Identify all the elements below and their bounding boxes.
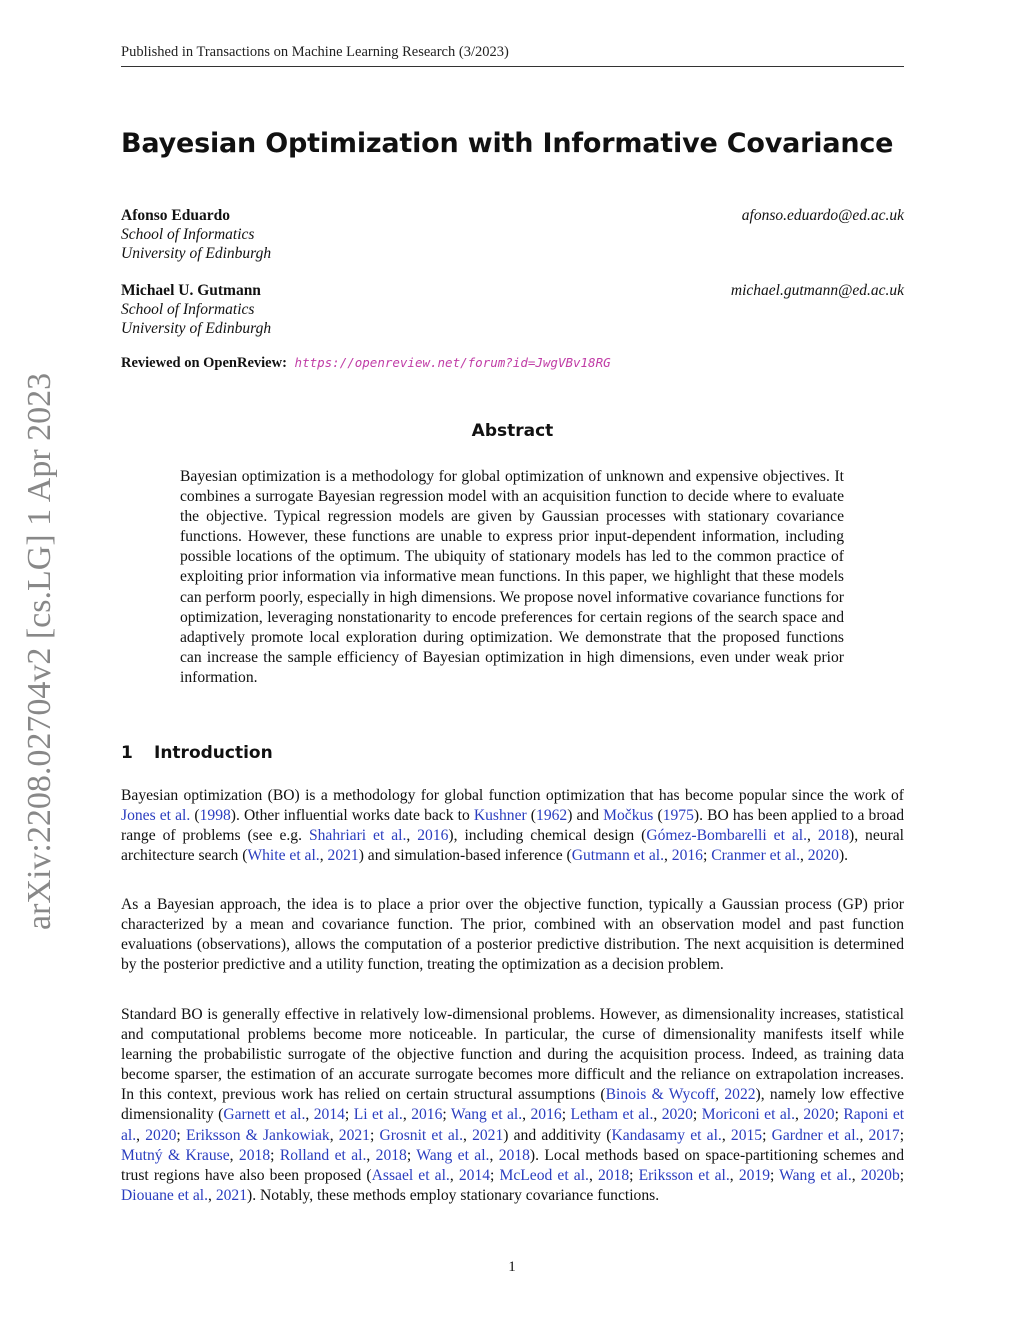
- author-affiliation: University of Edinburgh: [121, 245, 272, 262]
- paragraph-text: ;: [561, 1106, 571, 1124]
- paragraph-text: ,: [208, 1186, 216, 1204]
- paragraph-text: (: [526, 807, 537, 825]
- abstract-text: Bayesian optimization is a methodology for global optimization of unknown and expensive objectives. It combines a surrogate Bayesian regression model with an acquisition function to decide where to evaluate the objective. Typical regression models are given by Gaussian processes with stationary covariance functions. However, these functions are unable to express prior input-dependent information, including possible locations of the optimum. The ubiquity of stationary models has led to the common practice of exploiting prior information via informative mean functions. In this paper, we highlight that these models can perform poorly, especially in high dimensions. We propose novel informative covariance functions for optimization, leveraging nonstationarity to encode preferences for certain regions of the search space and adaptively promote local exploration during optimization. We demonstrate that the proposed functions can increase the sample efficiency of Bayesian optimization in high dimensions, even under weak prior information.: [180, 468, 844, 686]
- paragraph-text: ;: [899, 1166, 905, 1184]
- citation-link[interactable]: 2017: [868, 1126, 900, 1144]
- citation-link[interactable]: Grosnit et al.: [379, 1126, 463, 1144]
- citation-link[interactable]: 2016: [417, 827, 449, 845]
- author-name: Afonso Eduardo: [121, 207, 230, 224]
- paragraph-text: ,: [489, 1146, 499, 1164]
- citation-link[interactable]: Shahriari et al.: [308, 827, 407, 845]
- paragraph-text: (: [653, 807, 663, 825]
- author-block: [121, 281, 904, 338]
- paragraph-text: ,: [136, 1126, 146, 1144]
- author-email[interactable]: afonso.eduardo@ed.ac.uk: [741, 207, 904, 224]
- citation-link[interactable]: Wang et al.: [779, 1166, 852, 1184]
- paragraph-text: ,: [366, 1146, 376, 1164]
- citation-link[interactable]: Gómez-Bombarelli et al.: [646, 827, 807, 845]
- author-affiliation: University of Edinburgh: [121, 320, 272, 337]
- paragraph-text: ,: [319, 847, 328, 865]
- paragraph-text: ;: [762, 1126, 772, 1144]
- openreview-link[interactable]: https://openreview.net/forum?id=JwgVBv18RG: [294, 355, 611, 370]
- citation-link[interactable]: 2020b: [860, 1166, 900, 1184]
- paragraph-text: ,: [653, 1106, 662, 1124]
- citation-link[interactable]: 2018: [498, 1146, 530, 1164]
- citation-link[interactable]: 1962: [536, 807, 568, 825]
- paragraph-text: ;: [406, 1146, 417, 1164]
- paragraph-text: ) and: [567, 807, 604, 825]
- author-affiliation: School of Informatics: [121, 226, 255, 243]
- author-email[interactable]: michael.gutmann@ed.ac.uk: [730, 282, 904, 299]
- citation-link[interactable]: 2022: [724, 1086, 756, 1104]
- citation-link[interactable]: 2020: [803, 1106, 835, 1124]
- paragraph-text: ;: [270, 1146, 280, 1164]
- body-paragraph: [121, 895, 904, 975]
- citation-link[interactable]: McLeod et al.: [499, 1166, 589, 1184]
- author-affiliation: School of Informatics: [121, 301, 255, 318]
- citation-link[interactable]: Wang et al.: [450, 1106, 523, 1124]
- body-paragraph: [121, 1005, 904, 1206]
- citation-link[interactable]: Diouane et al.: [121, 1186, 209, 1204]
- citation-link[interactable]: 2021: [327, 847, 359, 865]
- review-line: [121, 355, 611, 372]
- citation-link[interactable]: 2020: [145, 1126, 177, 1144]
- paragraph-text: ,: [795, 1106, 804, 1124]
- paragraph-text: ). Notably, these methods employ stationary covariance functions.: [247, 1186, 660, 1204]
- paragraph-text: ,: [402, 1106, 412, 1124]
- paragraph-text: ;: [369, 1126, 380, 1144]
- paragraph-text: ,: [449, 1166, 459, 1184]
- paragraph-text: ) and additivity (: [503, 1126, 612, 1144]
- paragraph-text: ), namely low effective dimensionality (: [121, 1086, 905, 1124]
- paragraph-text: ,: [859, 1126, 869, 1144]
- citation-link[interactable]: 2021: [338, 1126, 370, 1144]
- paragraph-text: ;: [770, 1166, 780, 1184]
- arxiv-stamp: arXiv:2208.02704v2 [cs.LG] 1 Apr 2023: [21, 372, 58, 930]
- paragraph-text: ,: [799, 847, 808, 865]
- citation-link[interactable]: Letham et al.: [570, 1106, 654, 1124]
- citation-link[interactable]: Mutný & Krause: [121, 1146, 230, 1164]
- citation-link[interactable]: Jones et al.: [121, 807, 191, 825]
- citation-link[interactable]: 2016: [671, 847, 703, 865]
- citation-link[interactable]: Cranmer et al.: [711, 847, 800, 865]
- citation-link[interactable]: White et al.: [247, 847, 320, 865]
- paragraph-text: ), neural architecture search (: [121, 827, 905, 865]
- citation-link[interactable]: 2018: [597, 1166, 630, 1184]
- paragraph-text: ,: [305, 1106, 314, 1124]
- paragraph-text: ), including chemical design (: [448, 827, 647, 845]
- paper-title: Bayesian Optimization with Informative Covariance: [121, 128, 894, 159]
- citation-link[interactable]: 2018: [238, 1146, 271, 1164]
- page-number: 1: [508, 1259, 516, 1275]
- citation-link[interactable]: 2020: [807, 847, 839, 865]
- section-number: 1: [121, 743, 133, 763]
- paragraph-text: ;: [702, 847, 712, 865]
- citation-link[interactable]: 2021: [215, 1186, 248, 1204]
- citation-link[interactable]: Gutmann et al.: [571, 847, 664, 865]
- author-block: [121, 206, 904, 263]
- citation-link[interactable]: Assael et al.: [371, 1166, 450, 1184]
- citation-link[interactable]: 2014: [313, 1106, 345, 1124]
- citation-link[interactable]: 2016: [411, 1106, 443, 1124]
- paragraph-text: As a Bayesian approach, the idea is to place a prior over the objective function, typically a Gaussian process (GP) prior characterized by a mean and covariance function. The prior, combined with an observation model and past function evaluations (observations), allows the computation of a posterior predictive distribution. The next acquisition is determined by the posterior predictive and a utility function, treating the optimization as a decision problem.: [121, 896, 904, 974]
- citation-link[interactable]: Rolland et al.: [279, 1146, 367, 1164]
- citation-link[interactable]: Gardner et al.: [771, 1126, 860, 1144]
- citation-link[interactable]: 2016: [530, 1106, 562, 1124]
- citation-link[interactable]: Moriconi et al.: [701, 1106, 796, 1124]
- citation-link[interactable]: Raponi et al.: [121, 1106, 905, 1144]
- paragraph-text: ,: [406, 827, 418, 845]
- citation-link[interactable]: 2020: [661, 1106, 693, 1124]
- abstract-heading: Abstract: [471, 421, 554, 441]
- paragraph-text: ,: [721, 1126, 731, 1144]
- citation-link[interactable]: Garnett et al.: [223, 1106, 306, 1124]
- citation-link[interactable]: Wang et al.: [416, 1146, 490, 1164]
- citation-link[interactable]: Kandasamy et al.: [611, 1126, 722, 1144]
- paragraph-text: ). BO has been applied to a broad range of problems (see e.g.: [121, 807, 905, 845]
- paragraph-text: ,: [229, 1146, 239, 1164]
- author-name: Michael U. Gutmann: [121, 282, 261, 299]
- paragraph-text: ;: [176, 1126, 186, 1144]
- paragraph-text: ,: [522, 1106, 531, 1124]
- paragraph-text: Bayesian optimization (BO) is a methodology for global function optimization that has become popular since the work of: [121, 787, 904, 804]
- paragraph-text: ,: [851, 1166, 861, 1184]
- citation-link[interactable]: Močkus: [603, 807, 654, 825]
- paragraph-text: ,: [663, 847, 672, 865]
- section-heading: [121, 743, 273, 763]
- paragraph-text: ,: [729, 1166, 739, 1184]
- citation-link[interactable]: 2018: [817, 827, 850, 845]
- paragraph-text: ,: [588, 1166, 598, 1184]
- citation-link[interactable]: 2021: [472, 1126, 504, 1144]
- paragraph-text: ,: [715, 1086, 725, 1104]
- paragraph-text: ). Local methods based on space-partitioning schemes and trust regions have also been proposed (: [121, 1146, 905, 1184]
- paragraph-text: (: [190, 807, 200, 825]
- citation-link[interactable]: Binois & Wycoff: [605, 1086, 716, 1104]
- citation-link[interactable]: 2019: [738, 1166, 770, 1184]
- paragraph-text: ;: [629, 1166, 639, 1184]
- paragraph-text: ;: [490, 1166, 500, 1184]
- citation-link[interactable]: 2014: [458, 1166, 491, 1184]
- citation-link[interactable]: Eriksson et al.: [638, 1166, 730, 1184]
- section-title: Introduction: [154, 743, 273, 763]
- paragraph-text: ;: [442, 1106, 451, 1124]
- citation-link[interactable]: Kushner: [473, 807, 527, 825]
- review-label: Reviewed on OpenReview:: [121, 355, 287, 371]
- paragraph-text: ).: [838, 847, 849, 865]
- running-head: Published in Transactions on Machine Learning Research (3/2023): [121, 44, 904, 67]
- paragraph-text: ;: [344, 1106, 354, 1124]
- body-paragraph: [121, 786, 904, 866]
- citation-link[interactable]: 2015: [730, 1126, 763, 1144]
- citation-link[interactable]: Eriksson & Jankowiak: [185, 1126, 330, 1144]
- paragraph-text: ;: [899, 1126, 905, 1144]
- citation-link[interactable]: Li et al.: [353, 1106, 403, 1124]
- paragraph-text: ,: [463, 1126, 473, 1144]
- paragraph-text: ). Other influential works date back to: [230, 807, 474, 825]
- paragraph-text: ;: [692, 1106, 702, 1124]
- paragraph-text: ) and simulation-based inference (: [358, 847, 572, 865]
- paragraph-text: Standard BO is generally effective in relatively low-dimensional problems. However, as dimensionality increases, statistical and computational problems become more noticeable. In particular, the curse of dimensionality manifests itself while learning the probabilistic surrogate of the objective function and during the acquisition process. Indeed, as training data become sparser, the estimation of an accurate surrogate becomes more difficult and the reliance on extrapolation increases. In this context, previous work has relied on certain structural assumptions (: [121, 1006, 904, 1104]
- paragraph-text: ,: [807, 827, 818, 845]
- paragraph-text: ;: [834, 1106, 844, 1124]
- citation-link[interactable]: 1998: [199, 807, 231, 825]
- paragraph-text: ,: [329, 1126, 339, 1144]
- citation-link[interactable]: 2018: [375, 1146, 407, 1164]
- citation-link[interactable]: 1975: [662, 807, 694, 825]
